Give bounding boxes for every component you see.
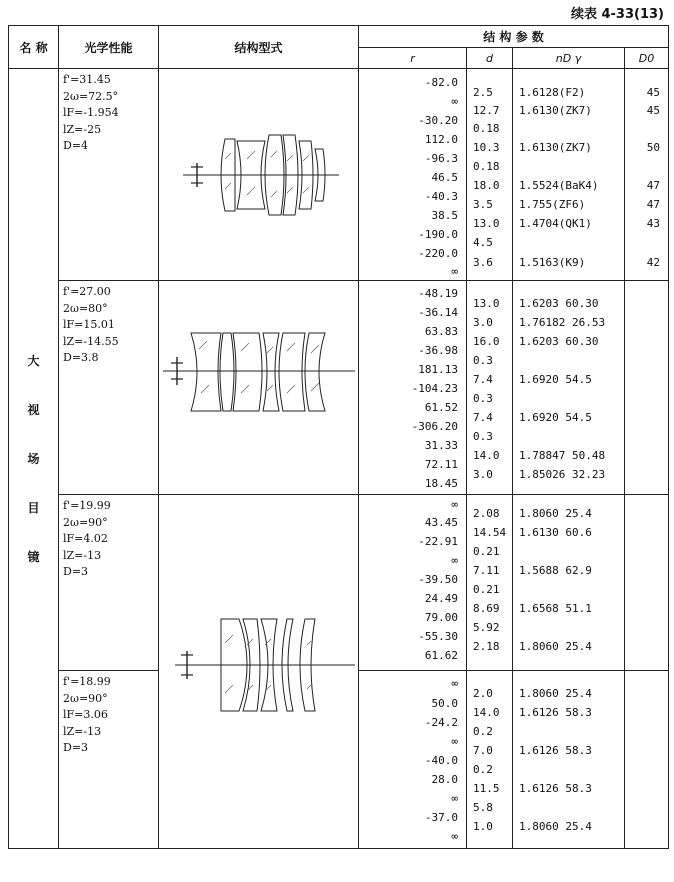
r-value: 31.33: [424, 439, 458, 452]
category-char: 场: [27, 451, 40, 466]
r-value: 61.52: [424, 401, 458, 414]
n-column: [513, 281, 625, 495]
D0-column: [625, 281, 669, 495]
prop-field: 2ω=80°: [63, 301, 108, 315]
n-column: [513, 495, 625, 671]
optical-props: [59, 671, 159, 849]
n-value: 1.6203 60.30: [519, 297, 599, 310]
d-column: [467, 69, 513, 281]
r-value: 28.0: [431, 773, 458, 786]
r-value: 181.13: [418, 363, 458, 376]
r-value: ∞: [451, 95, 458, 108]
n-value: 1.6130(ZK7): [519, 104, 592, 117]
r-value: -104.23: [411, 382, 458, 395]
D0-value: 47: [646, 179, 661, 192]
d-value: 0.21: [473, 545, 500, 558]
r-value: ∞: [451, 792, 458, 805]
prop-field: 2ω=90°: [63, 515, 108, 529]
r-value: 50.0: [431, 697, 458, 710]
r-value: ∞: [451, 498, 458, 511]
header-d: d: [467, 48, 513, 69]
n-value: 1.6130(ZK7): [519, 141, 592, 154]
d-value: 14.0: [473, 706, 500, 719]
d-value: 13.0: [473, 297, 500, 310]
n-value: 1.5688 62.9: [519, 564, 592, 577]
d-value: 18.0: [473, 179, 500, 192]
r-value: -37.0: [424, 811, 458, 824]
n-value: 1.8060 25.4: [519, 687, 592, 700]
n-column: [513, 671, 625, 849]
r-column: [359, 495, 467, 671]
d-value: 0.3: [473, 354, 493, 367]
D0-column: [625, 495, 669, 671]
d-value: 7.4: [473, 373, 493, 386]
d-value: 0.2: [473, 725, 493, 738]
category-char: 目: [27, 500, 40, 515]
table-caption: 续表 4-33(13): [570, 7, 664, 22]
prop-focal: f'=31.45: [63, 73, 111, 86]
d-value: 1.0: [473, 820, 493, 833]
d-value: 0.18: [473, 160, 500, 173]
d-value: 5.8: [473, 801, 493, 814]
category-char: 视: [27, 402, 40, 417]
d-value: 5.92: [473, 621, 500, 634]
prop-lz: lZ=-13: [63, 548, 102, 562]
prop-focal: f'=27.00: [63, 285, 111, 298]
r-value: ∞: [451, 830, 458, 843]
D0-value: 45: [646, 104, 661, 117]
prop-field: 2ω=72.5°: [63, 89, 119, 103]
D0-value: 43: [646, 217, 661, 230]
prop-D: D=4: [63, 139, 89, 152]
header-params: 结 构 参 数: [359, 26, 669, 48]
d-column: [467, 281, 513, 495]
d-value: 7.0: [473, 744, 493, 757]
D0-value: 45: [646, 86, 661, 99]
r-value: 61.62: [424, 649, 458, 662]
d-value: 2.5: [473, 86, 493, 99]
r-value: 72.11: [424, 458, 458, 471]
optical-props: [59, 69, 159, 281]
lens-diagram: [159, 69, 359, 281]
n-value: 1.755(ZF6): [519, 198, 586, 211]
prop-D: D=3: [63, 565, 89, 578]
r-value: -55.30: [418, 630, 458, 643]
r-column: [359, 281, 467, 495]
r-value: -220.0: [418, 247, 458, 260]
n-value: 1.6920 54.5: [519, 411, 592, 424]
optical-props: [59, 281, 159, 495]
d-value: 11.5: [473, 782, 500, 795]
r-value: ∞: [451, 677, 458, 690]
n-value: 1.4704(QK1): [519, 217, 592, 230]
n-value: 1.6126 58.3: [519, 782, 592, 795]
r-value: ∞: [451, 265, 458, 278]
r-value: -190.0: [418, 228, 458, 241]
n-column: [513, 69, 625, 281]
d-value: 2.08: [473, 507, 500, 520]
r-value: -22.91: [418, 535, 458, 548]
prop-D: D=3: [63, 741, 89, 754]
r-value: -36.14: [418, 306, 458, 319]
header-n: nD γ: [513, 48, 625, 69]
r-value: 38.5: [431, 209, 458, 222]
n-value: 1.85026 32.23: [519, 468, 606, 481]
d-value: 16.0: [473, 335, 500, 348]
d-value: 0.18: [473, 122, 500, 135]
prop-lz: lZ=-14.55: [63, 334, 119, 348]
n-value: 1.6920 54.5: [519, 373, 592, 386]
d-column: [467, 671, 513, 849]
r-value: -306.20: [411, 420, 458, 433]
D0-column: [625, 671, 669, 849]
r-value: -30.20: [418, 114, 458, 127]
d-value: 3.5: [473, 198, 493, 211]
prop-field: 2ω=90°: [63, 691, 108, 705]
lens-diagram: [159, 281, 359, 495]
d-value: 12.7: [473, 104, 500, 117]
optical-props: [59, 495, 159, 671]
n-value: 1.8060 25.4: [519, 820, 592, 833]
r-value: -39.50: [418, 573, 458, 586]
d-value: 13.0: [473, 217, 500, 230]
D0-column: [625, 69, 669, 281]
r-value: 18.45: [424, 477, 458, 490]
prop-lf: lF=-1.954: [63, 106, 119, 119]
n-value: 1.6130 60.6: [519, 526, 592, 539]
prop-focal: f'=18.99: [63, 675, 111, 688]
r-value: -82.0: [424, 76, 458, 89]
n-value: 1.6126 58.3: [519, 744, 592, 757]
n-value: 1.6568 51.1: [519, 602, 592, 615]
r-column: [359, 671, 467, 849]
d-value: 0.2: [473, 763, 493, 776]
r-value: -24.2: [424, 716, 458, 729]
header-name: 名 称: [9, 26, 59, 69]
r-value: 24.49: [424, 592, 458, 605]
n-value: 1.6203 60.30: [519, 335, 599, 348]
r-value: -36.98: [418, 344, 458, 357]
n-value: 1.78847 50.48: [519, 449, 606, 462]
r-value: 43.45: [424, 516, 458, 529]
d-value: 7.11: [473, 564, 500, 577]
r-value: 112.0: [424, 133, 458, 146]
lens-diagram: [159, 495, 359, 849]
prop-lf: lF=15.01: [63, 318, 115, 331]
d-value: 4.5: [473, 236, 493, 249]
d-value: 3.0: [473, 316, 493, 329]
d-value: 0.21: [473, 583, 500, 596]
prop-lf: lF=3.06: [63, 708, 108, 721]
r-value: -40.3: [424, 190, 458, 203]
prop-lf: lF=4.02: [63, 532, 108, 545]
n-value: 1.6126 58.3: [519, 706, 592, 719]
n-value: 1.5163(K9): [519, 256, 586, 269]
lens-diagram-drawing: [159, 69, 359, 281]
n-value: 1.8060 25.4: [519, 640, 592, 653]
n-value: 1.6128(F2): [519, 86, 586, 99]
r-column: [359, 69, 467, 281]
r-value: -48.19: [418, 287, 458, 300]
r-value: -96.3: [424, 152, 458, 165]
prop-D: D=3.8: [63, 351, 99, 364]
D0-value: 50: [646, 141, 661, 154]
D0-value: 42: [646, 256, 661, 269]
d-value: 7.4: [473, 411, 493, 424]
r-value: ∞: [451, 554, 458, 567]
r-value: 79.00: [424, 611, 458, 624]
header-D0: D0: [625, 48, 669, 69]
d-value: 0.3: [473, 392, 493, 405]
category-char: 镜: [27, 549, 40, 564]
n-value: 1.5524(BaK4): [519, 179, 599, 192]
d-value: 3.0: [473, 468, 493, 481]
d-value: 10.3: [473, 141, 500, 154]
d-value: 0.3: [473, 430, 493, 443]
header-optical: 光学性能: [59, 26, 159, 69]
prop-lz: lZ=-13: [63, 724, 102, 738]
category-char: 大: [27, 353, 40, 368]
n-value: 1.8060 25.4: [519, 507, 592, 520]
n-value: 1.76182 26.53: [519, 316, 606, 329]
d-value: 2.18: [473, 640, 500, 653]
d-value: 14.0: [473, 449, 500, 462]
r-value: -40.0: [424, 754, 458, 767]
header-structure-form: 结构型式: [159, 26, 359, 69]
d-value: 14.54: [473, 526, 507, 539]
D0-value: 47: [646, 198, 661, 211]
d-value: 3.6: [473, 256, 493, 269]
header-r: r: [359, 48, 467, 69]
r-value: 63.83: [424, 325, 458, 338]
d-value: 8.69: [473, 602, 500, 615]
prop-lz: lZ=-25: [63, 122, 102, 136]
lens-diagram-drawing: [159, 495, 359, 849]
r-value: 46.5: [431, 171, 458, 184]
lens-data-table: [8, 25, 669, 849]
lens-diagram-drawing: [159, 281, 359, 495]
prop-focal: f'=19.99: [63, 499, 111, 512]
category-cell: [9, 69, 59, 849]
d-value: 2.0: [473, 687, 493, 700]
r-value: ∞: [451, 735, 458, 748]
d-column: [467, 495, 513, 671]
